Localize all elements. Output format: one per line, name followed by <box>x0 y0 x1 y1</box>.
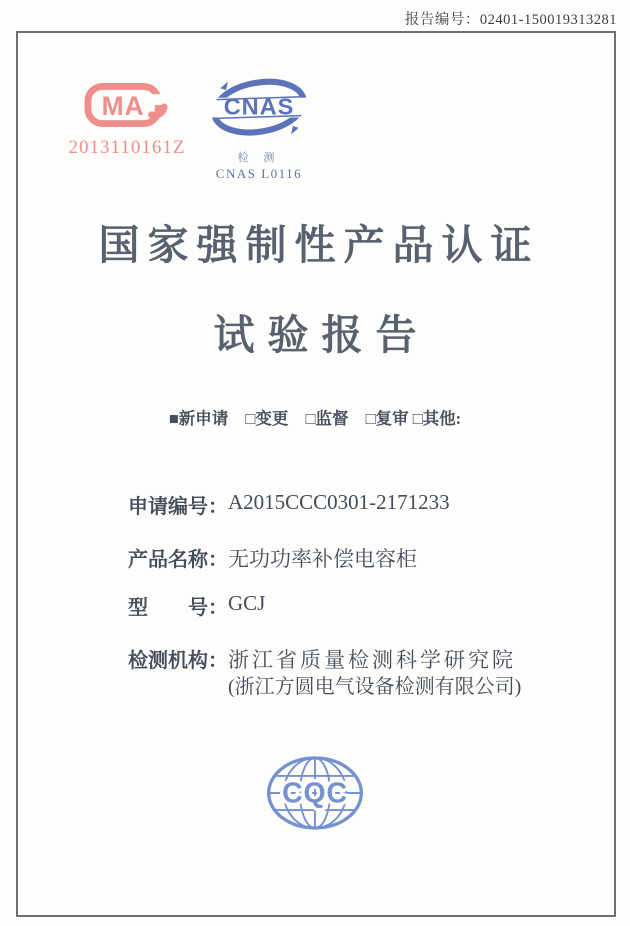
application-type-checkboxes <box>0 405 630 429</box>
checkbox-supervision: □监督 <box>305 409 349 428</box>
document-title-line1: 国家强制性产品认证 <box>98 222 540 268</box>
application-number-value: A2015CCC0301-2171233 <box>228 490 450 514</box>
cqc-logo-block <box>263 750 367 841</box>
checkbox-other: □其他: <box>412 409 462 428</box>
field-model <box>128 591 265 620</box>
testing-lab-value-line2: (浙江方圆电气设备检测有限公司) <box>228 676 522 698</box>
testing-lab-label: 检测机构： <box>128 650 228 672</box>
cma-logo-text: MA <box>101 90 145 121</box>
cma-cert-number: 2013110161Z <box>68 137 186 158</box>
cqc-logo-icon <box>263 750 367 836</box>
cqc-logo-text: CQC <box>282 777 348 810</box>
cnas-logo-icon <box>207 76 311 142</box>
testing-lab-value: 浙江省质量检测科学研究院 <box>228 648 516 672</box>
cma-logo-icon <box>84 82 170 128</box>
field-product-name <box>128 543 417 573</box>
field-application-number <box>128 490 450 519</box>
checkbox-new-application: ■新申请 <box>168 409 229 428</box>
cma-logo-block <box>62 82 192 159</box>
cnas-logo-text: CNAS <box>223 93 295 120</box>
product-name-value: 无功功率补偿电容柜 <box>228 547 417 571</box>
model-label: 型 号： <box>128 597 228 619</box>
checkbox-review: □复审 <box>365 409 409 428</box>
product-name-label: 产品名称： <box>128 549 228 571</box>
application-number-label: 申请编号： <box>128 496 228 518</box>
report-number <box>405 8 617 29</box>
report-number-label: 报告编号： <box>404 12 480 28</box>
checkbox-change: □变更 <box>245 409 289 428</box>
cnas-logo-block <box>203 76 315 182</box>
report-number-value: 02401-150019313281 <box>479 12 617 28</box>
cnas-jiance-label: 检 测 <box>237 152 281 164</box>
document-title-line2: 试验报告 <box>213 312 430 358</box>
model-value: GCJ <box>228 591 266 615</box>
cnas-accreditation-number: CNAS L0116 <box>215 166 303 181</box>
